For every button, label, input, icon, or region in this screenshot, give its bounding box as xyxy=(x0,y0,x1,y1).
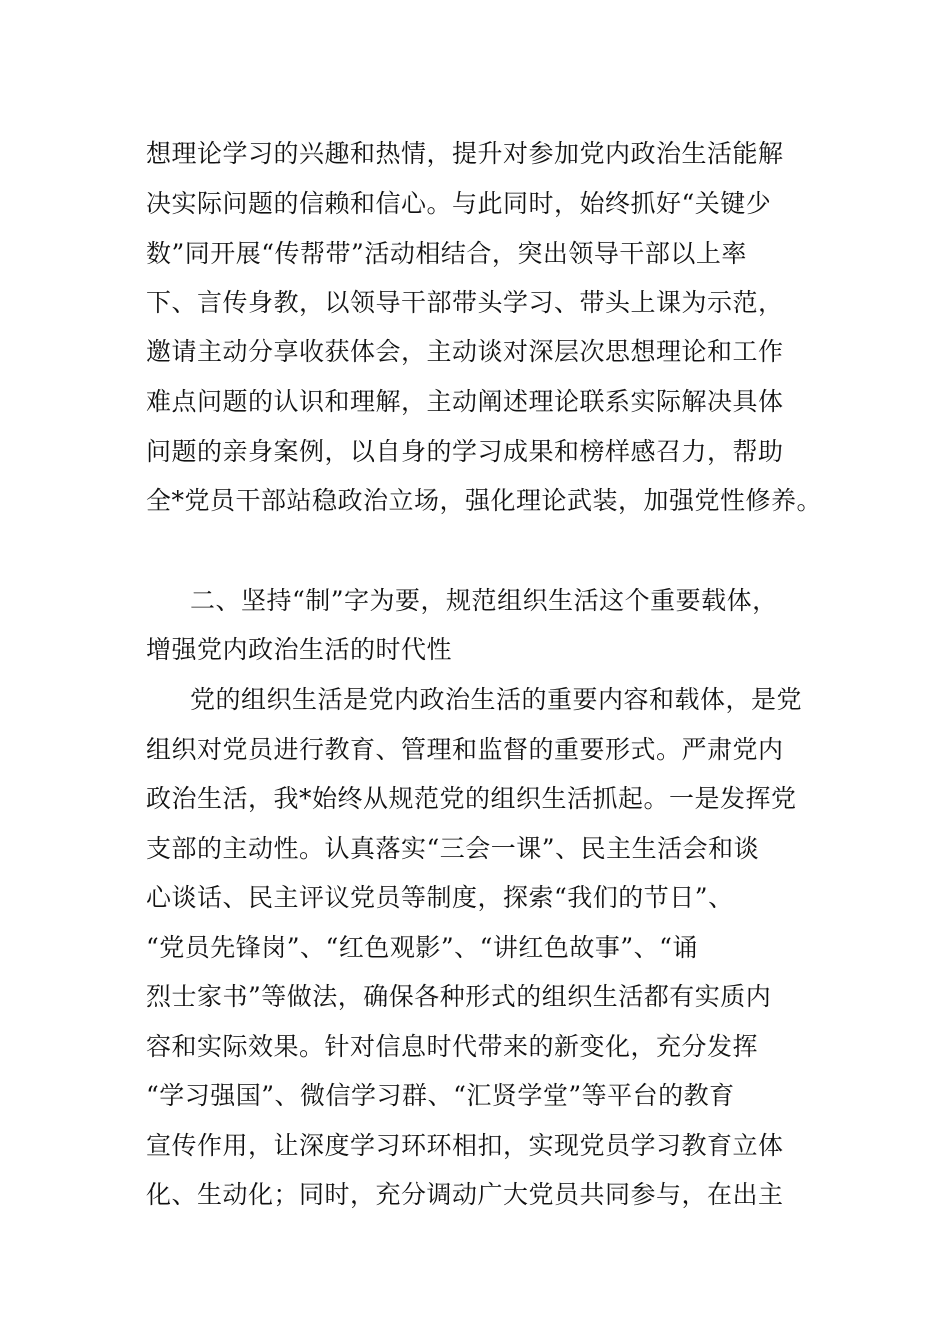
text-line: 宣传作用，让深度学习环环相扣，实现党员学习教育立体 xyxy=(146,1131,784,1160)
text-line: 烈士家书”等做法，确保各种形式的组织生活都有实质内 xyxy=(146,982,772,1011)
text-line: 政治生活，我*始终从规范党的组织生活抓起。一是发挥党 xyxy=(146,784,797,813)
text-line: 党的组织生活是党内政治生活的重要内容和载体，是党 xyxy=(190,685,803,714)
text-line: 心谈话、民主评议党员等制度，探索“我们的节日”、 xyxy=(146,883,734,912)
text-line: 数”同开展“传帮带”活动相结合，突出领导干部以上率 xyxy=(146,239,747,268)
text-line: 容和实际效果。针对信息时代带来的新变化，充分发挥 xyxy=(146,1032,759,1061)
text-line: 想理论学习的兴趣和热情，提升对参加党内政治生活能解 xyxy=(146,139,784,168)
heading-line: 增强党内政治生活的时代性 xyxy=(146,635,453,664)
text-line: 下、言传身教，以领导干部带头学习、带头上课为示范， xyxy=(146,288,784,317)
text-line: 化、生动化；同时，充分调动广大党员共同参与，在出主 xyxy=(146,1180,784,1209)
text-line: “学习强国”、微信学习群、“汇贤学堂”等平台的教育 xyxy=(146,1081,735,1110)
text-line: “党员先锋岗”、“红色观影”、“讲红色故事”、“诵 xyxy=(146,933,698,962)
text-line: 支部的主动性。认真落实“三会一课”、民主生活会和谈 xyxy=(146,834,760,863)
text-line: 全*党员干部站稳政治立场，强化理论武装，加强党性修养。 xyxy=(146,486,823,515)
heading-line: 二、坚持“制”字为要，规范组织生活这个重要载体， xyxy=(190,586,778,615)
text-line: 邀请主动分享收获体会，主动谈对深层次思想理论和工作 xyxy=(146,337,784,366)
text-line: 决实际问题的信赖和信心。与此同时，始终抓好“关键少 xyxy=(146,189,772,218)
text-line: 问题的亲身案例，以自身的学习成果和榜样感召力，帮助 xyxy=(146,437,784,466)
text-line: 难点问题的认识和理解，主动阐述理论联系实际解决具体 xyxy=(146,387,784,416)
text-line: 组织对党员进行教育、管理和监督的重要形式。严肃党内 xyxy=(146,735,784,764)
